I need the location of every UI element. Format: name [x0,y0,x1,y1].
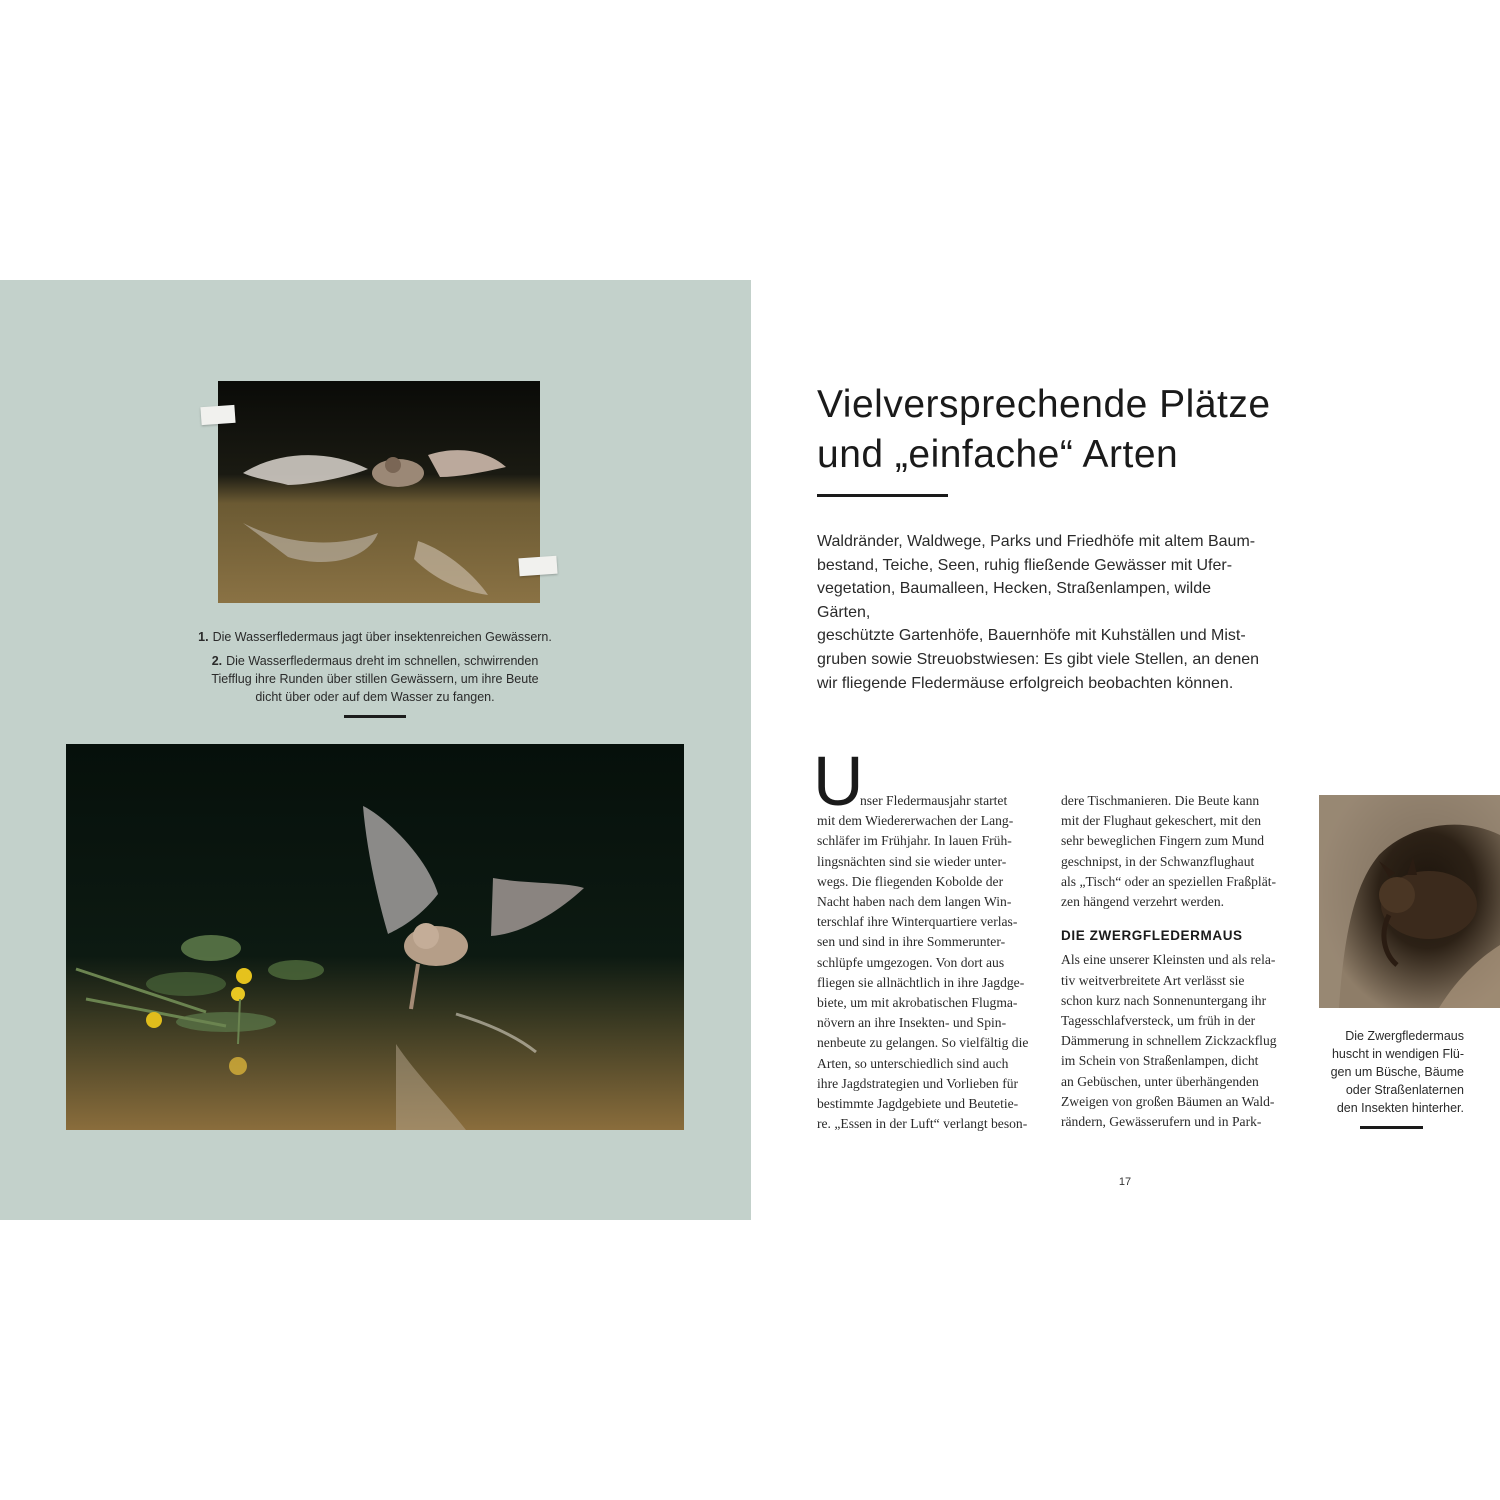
body-line: mit dem Wiedererwachen der Lang- [817,813,1014,829]
body-line: schläfer im Frühjahr. In lauen Früh- [817,833,1012,849]
caption-line: oder Straßenlaternen [1345,1083,1464,1097]
title-line: und „einfache“ Arten [817,433,1179,476]
body-line: mit der Flughaut gekeschert, mit den [1061,813,1262,829]
page-number: 17 [1118,1176,1132,1188]
photo-common-pipistrelle [1319,795,1500,1008]
caption-2-number: 2. [211,654,223,668]
body-line: lingsnächten sind sie wieder unter- [817,853,1007,869]
body-line: als „Tisch“ oder an speziellen Fraßplät- [1061,873,1277,889]
photo-bat-catching-prey-on-water [66,744,684,1130]
body-line: Als eine unserer Kleinsten und als rela- [1061,952,1276,968]
left-page-panel [0,280,751,1220]
title-line: Vielversprechende Plätze [817,383,1271,426]
side-photo-caption [1319,1027,1464,1117]
body-line: re. „Essen in der Luft“ verlangt beson- [817,1116,1028,1132]
body-line: im Schein von Straßenlampen, dicht [1061,1053,1259,1069]
tape-strip [200,405,235,425]
body-line: Arten, so unterschiedlich sind auch [817,1055,1009,1071]
caption-2 [180,652,570,706]
body-line: sen und sind in ihre Sommerunter- [817,934,1006,950]
caption-line: Die Zwergfledermaus [1345,1029,1464,1043]
page-title [817,380,1337,480]
caption-1-text: Die Wasserfledermaus jagt über insektenreichen Gewässern. [212,630,552,644]
intro-line: vegetation, Baumalleen, Hecken, Straßenlampen, wilde Gärten, [817,580,1211,621]
body-line: zen hängend verzehrt werden. [1061,894,1225,910]
body-line: wegs. Die fliegenden Kobolde der [817,873,1004,889]
intro-line: bestand, Teiche, Seen, ruhig fließende Gewässer mit Ufer- [817,556,1233,574]
caption-1-number: 1. [198,630,209,644]
intro-paragraph [817,530,1262,695]
caption-rule [344,715,406,718]
body-line: terschlaf ihre Winterquartiere verlas- [817,914,1018,930]
body-line: ihre Jagdstrategien und Vorlieben für [817,1075,1019,1091]
body-line: nser Fledermausjahr startet [860,793,1008,808]
tape-strip [518,556,557,577]
intro-line: Waldränder, Waldwege, Parks und Friedhöfe mit altem Baum- [817,533,1256,550]
caption-rule [1360,1126,1423,1129]
photo-3-illustration [1319,795,1500,1008]
body-line: Nacht haben nach dem langen Win- [817,894,1012,910]
caption-2-line: Tiefflug ihre Runden über stillen Gewässern, um ihre Beute [211,672,539,686]
body-line: bestimmte Jagdgebiete und Beutetie- [817,1096,1019,1112]
section-subheading: DIE ZWERGFLEDERMAUS [1061,928,1243,944]
body-line: rändern, Gewässerufern und in Park- [1061,1114,1262,1130]
body-line: sehr beweglichen Fingern zum Mund [1061,833,1265,849]
intro-line: wir fliegende Fledermäuse erfolgreich beobachten können. [817,674,1234,692]
body-line: schon kurz nach Sonnenuntergang ihr [1061,992,1267,1008]
photo-daubentons-bat-over-water [218,381,540,603]
intro-line: geschützte Gartenhöfe, Bauernhöfe mit Kuhställen und Mist- [817,627,1246,645]
body-line: Dämmerung in schnellem Zickzackflug [1061,1033,1277,1049]
body-column-1 [817,791,1045,1134]
body-line: Zweigen von großen Bäumen an Wald- [1061,1093,1275,1109]
body-line: an Gebüschen, unter überhängenden [1061,1073,1259,1089]
body-line: tiv weitverbreitete Art verlässt sie [1061,972,1245,988]
body-line: Tagesschlafversteck, um früh in der [1061,1013,1256,1029]
caption-2-text: Die Wasserfledermaus dreht im schnellen, schwirrenden [226,654,539,668]
body-line: növern an ihre Insekten- und Spin- [817,1015,1007,1031]
body-line: biete, um mit akrobatischen Flugma- [817,995,1018,1011]
body-line: geschnipst, in der Schwanzflughaut [1061,853,1255,869]
title-rule [817,494,948,497]
drop-cap: U [813,742,864,820]
photo-1-illustration [218,381,540,603]
body-column-2 [1061,791,1291,1132]
body-line: schlüpfe umgezogen. Von dort aus [817,954,1005,970]
photo-2-illustration [66,744,684,1130]
caption-line: huscht in wendigen Flü- [1331,1047,1464,1061]
intro-line: gruben sowie Streuobstwiesen: Es gibt viele Stellen, an denen [817,650,1260,668]
body-line: dere Tischmanieren. Die Beute kann [1061,793,1260,808]
caption-1 [150,628,600,646]
body-line: nenbeute zu gelangen. So vielfältig die [817,1035,1029,1051]
caption-2-line [180,652,570,670]
body-line: fliegen sie allnächtlich in ihre Jagdge- [817,974,1025,990]
caption-line: den Insekten hinterher. [1336,1101,1464,1115]
caption-line: gen um Büsche, Bäume [1330,1065,1464,1079]
caption-2-line: dicht über oder auf dem Wasser zu fangen. [255,690,495,704]
